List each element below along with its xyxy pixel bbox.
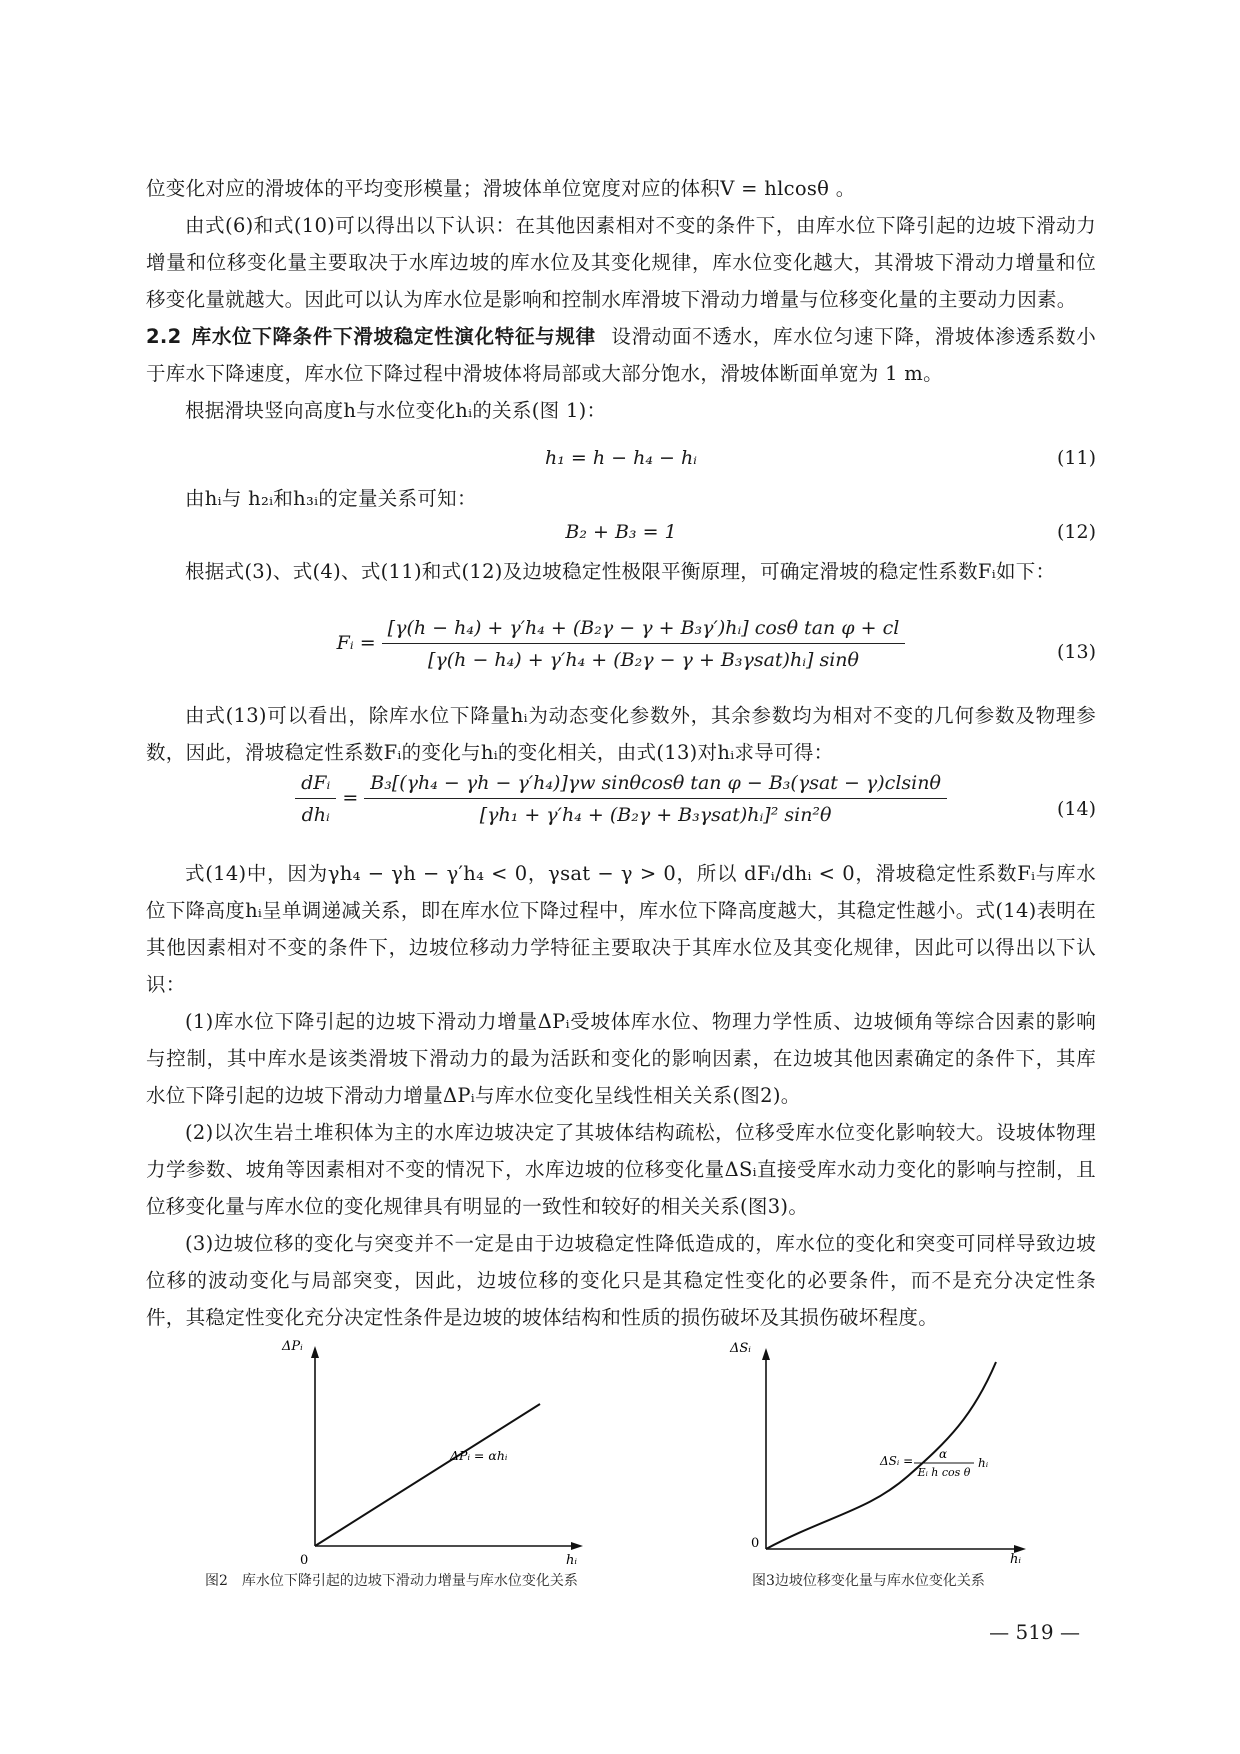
equation-12-number: (12) — [1056, 521, 1096, 543]
paragraph-conclusion-1: 由式(6)和式(10)可以得出以下认识：在其他因素相对不变的条件下，由库水位下降引起的边坡下滑动力增量和位移变化量主要取决于水库边坡的库水位及其变化规律，库水位变化越大，其滑坡下滑动力增量和位移变化量就越大。因此可以认为库水位是影响和控制水库滑坡下滑动力增量与位移变化量的主要动力因素。 — [146, 214, 1096, 311]
text-block-bottom — [146, 855, 1096, 1336]
fig3-formula-denominator: Eᵢ h cos θ — [917, 1466, 971, 1479]
fig3-y-label: ΔSᵢ — [730, 1341, 751, 1356]
text-block-top — [146, 170, 1096, 429]
equation-14-lhs-fraction — [295, 772, 336, 826]
fig2-y-arrow — [311, 1346, 319, 1358]
equation-14: $\frac{\text{dFᵢ}}{\text{dhᵢ}}$ = $\frac{\text{B₃[(γh₄ − γh − γ′h₄)]γw sinθcosθ tan φ − B₃(γsat − γ)clsinθ}}{\text{[γh₁ + γ′h₄ + (B₂γ + B₃γsat)hᵢ]² sin²θ}}$ (14) — [146, 772, 1096, 848]
paragraph-point-1: (1)库水位下降引起的边坡下滑动力增量ΔPᵢ受坡体库水位、物理力学性质、边坡倾角等综合因素的影响与控制，其中库水是该类滑坡下滑动力的最为活跃和变化的影响因素，在边坡其他因素确定的条件下，其库水位下降引起的边坡下滑动力增量ΔPᵢ与库水位变化呈线性相关关系(图2)。 — [146, 1010, 1096, 1107]
figure-2-caption: 图2 库水位下降引起的边坡下滑动力增量与库水位变化关系 — [205, 1573, 578, 1589]
equation-14-number: (14) — [1056, 798, 1096, 820]
equation-13-numerator: [γ(h − h₄) + γ′h₄ + (B₂γ − γ + B₃γ′)hᵢ] cosθ tan φ + cl — [382, 617, 906, 644]
figure-3-curve-chart — [718, 1336, 1048, 1568]
figure-3-caption: 图3边坡位移变化量与库水位变化关系 — [752, 1573, 985, 1589]
equation-14-denominator: [γh₁ + γ′h₄ + (B₂γ + B₃γsat)hᵢ]² sin²θ — [479, 804, 832, 826]
equation-14-fraction — [364, 772, 947, 826]
paragraph-stability-coefficient: 根据式(3)、式(4)、式(11)和式(12)及边坡稳定性极限平衡原理，可确定滑坡的稳定性系数Fᵢ如下： — [185, 560, 1056, 583]
section-intro-text: 设滑动面不透水，库水位匀速下降，滑坡体渗透系数小于库水下降速度，库水位下降过程中滑坡体将局部或大部分饱水，滑坡体断面单宽为 1 m。 — [146, 325, 1096, 385]
equation-13 — [146, 617, 1096, 691]
equation-12 — [146, 521, 1096, 551]
fig2-x-label: hᵢ — [566, 1553, 577, 1564]
equation-13-number: (13) — [1056, 641, 1096, 663]
paragraph-figure1-ref: 根据滑块竖向高度h与水位变化hᵢ的关系(图 1)： — [185, 399, 607, 422]
paragraph-point-3: (3)边坡位移的变化与突变并不一定是由于边坡稳定性降低造成的，库水位的变化和突变可同样导致边坡位移的波动变化与局部突变，因此，边坡位移的变化只是其稳定性变化的必要条件，而不是充分决定性条件，其稳定性变化充分决定性条件是边坡的坡体结构和性质的损伤破坏及其损伤破坏程度。 — [146, 1232, 1096, 1329]
fig3-x-label: hᵢ — [1010, 1552, 1021, 1567]
paragraph-derivative-intro: 由式(13)可以看出，除库水位下降量hᵢ为动态变化参数外，其余参数均为相对不变的几何参数及物理参数，因此，滑坡稳定性系数Fᵢ的变化与hᵢ的变化相关，由式(13)对hᵢ求导可得： — [146, 704, 1096, 764]
paragraph-continuation: 位变化对应的滑坡体的平均变形模量；滑坡体单位宽度对应的体积V = hlcosθ 。 — [146, 177, 856, 200]
paragraph-monotonic: 式(14)中，因为γh₄ − γh − γ′h₄ < 0，γsat − γ > 0，所以 dFᵢ/dhᵢ < 0，滑坡稳定性系数Fᵢ与库水位下降高度hᵢ呈单调递减关系，即在库水位下降过程中，库水位下降高度越大，其稳定性越小。式(14)表明在其他因素相对不变的条件下，边坡位移动力学特征主要取决于其库水位及其变化规律，因此可以得出以下认识： — [146, 862, 1096, 996]
text-block-eq14-intro — [146, 697, 1096, 771]
fig2-linear-line — [315, 1404, 540, 1546]
equation-13-fraction — [382, 617, 906, 671]
fig3-origin-label: 0 — [751, 1536, 760, 1551]
page-number: — 519 — — [989, 1620, 1080, 1644]
equation-14-lhs-numerator: dFᵢ — [295, 772, 336, 799]
fig3-formula-numerator: α — [938, 1447, 948, 1461]
section-number: 2.2 — [146, 325, 182, 348]
equation-14-numerator: B₃[(γh₄ − γh − γ′h₄)]γw sinθcosθ tan φ − B₃(γsat − γ)clsinθ — [364, 772, 947, 799]
section-heading: 库水位下降条件下滑坡稳定性演化特征与规律 — [191, 325, 596, 348]
paragraph-point-2: (2)以次生岩土堆积体为主的水库边坡决定了其坡体结构疏松，位移受库水位变化影响较大。设坡体物理力学参数、坡角等因素相对不变的情况下，水库边坡的位移变化量ΔSᵢ直接受库水动力变化的影响与控制，且位移变化量与库水位的变化规律具有明显的一致性和较好的相关关系(图3)。 — [146, 1121, 1096, 1218]
equation-11-expr: h₁ = h − h₄ − hᵢ — [545, 447, 697, 469]
text-block-eq12-intro — [146, 480, 1096, 517]
equation-11 — [146, 447, 1096, 477]
fig2-x-arrow — [571, 1542, 583, 1550]
fig3-formula-rhs: hᵢ — [978, 1456, 989, 1470]
equation-13-lhs: Fᵢ = — [336, 632, 376, 654]
equation-12-expr: B₂ + B₃ = 1 — [565, 521, 677, 543]
fig2-formula: ΔPᵢ = αhᵢ — [450, 1448, 508, 1463]
figure-2-linear-chart — [270, 1336, 590, 1564]
equation-14-lhs-denominator: dhᵢ — [301, 804, 330, 826]
section-paragraph — [146, 318, 1096, 392]
fig3-formula-lhs: ΔSᵢ = — [880, 1454, 914, 1468]
fig3-y-arrow — [762, 1348, 770, 1360]
equation-11-number: (11) — [1056, 447, 1096, 469]
paragraph-h-relation: 由hᵢ与 h₂ᵢ和h₃ᵢ的定量关系可知： — [185, 487, 477, 510]
text-block-eq13-intro — [146, 553, 1096, 590]
fig2-origin-label: 0 — [300, 1553, 309, 1564]
fig2-y-label: ΔPᵢ — [282, 1339, 303, 1354]
equation-13-denominator: [γ(h − h₄) + γ′h₄ + (B₂γ − γ + B₃γsat)hᵢ] sinθ — [428, 649, 859, 671]
